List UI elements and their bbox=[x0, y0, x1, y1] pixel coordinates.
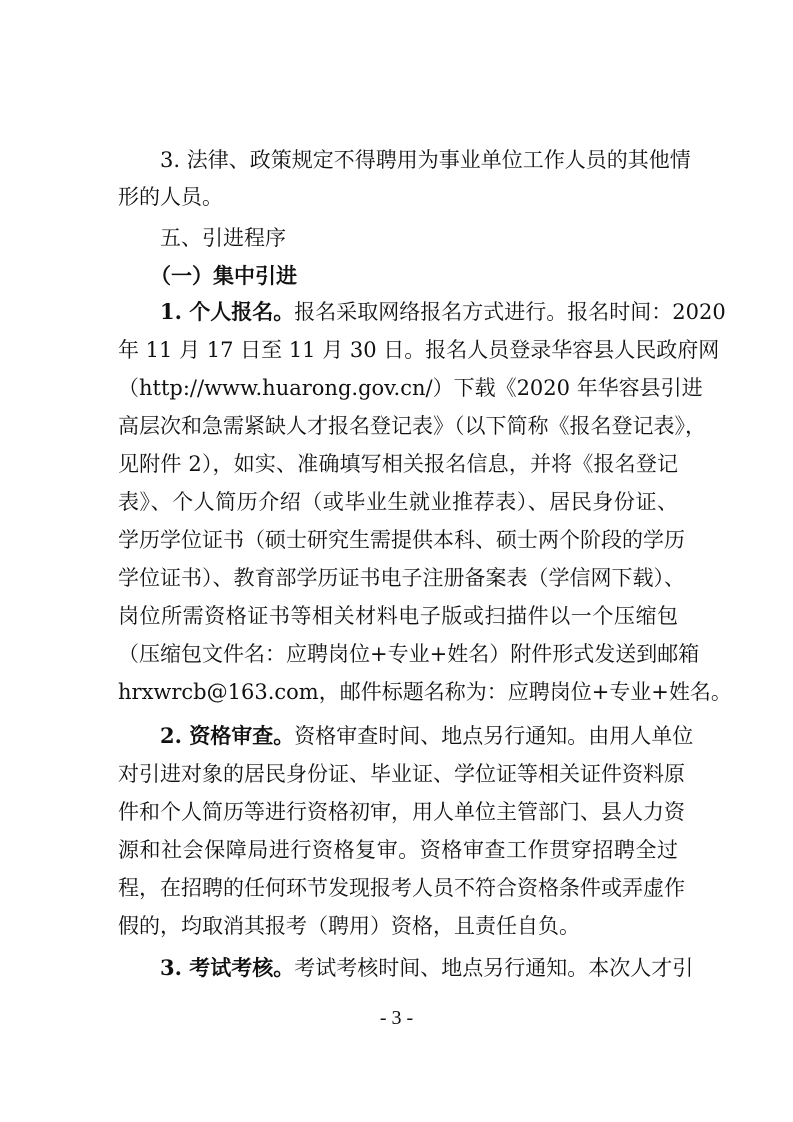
paragraph-line: 岗位所需资格证书等相关材料电子版或扫描件以一个压缩包 bbox=[118, 604, 678, 628]
page-number: - 3 - bbox=[379, 1007, 414, 1029]
paragraph-line: 学位证书）、教育部学历证书电子注册备案表（学信网下载）、 bbox=[118, 566, 685, 590]
paragraph-line bbox=[160, 721, 694, 751]
paragraph-line: 形的人员。 bbox=[118, 185, 223, 209]
section-heading: 五、引进程序 bbox=[160, 226, 286, 250]
paragraph-line: hrxwrcb@163.com，邮件标题名称为：应聘岗位+专业+姓名。 bbox=[118, 680, 732, 704]
paragraph-line: （压缩包文件名：应聘岗位+专业+姓名）附件形式发送到邮箱 bbox=[118, 642, 700, 666]
item-text: 考试考核时间、地点另行通知。本次人才引 bbox=[294, 956, 694, 980]
item-text: 报名采取网络报名方式进行。报名时间：2020 bbox=[294, 300, 726, 324]
item-heading: 1. 个人报名。 bbox=[160, 299, 295, 324]
paragraph-line bbox=[160, 953, 694, 983]
paragraph-line: 件和个人简历等进行资格初审，用人单位主管部门、县人力资 bbox=[118, 800, 685, 824]
item-heading: 2. 资格审查。 bbox=[160, 723, 295, 748]
paragraph-line: 学历学位证书（硕士研究生需提供本科、硕士两个阶段的学历 bbox=[118, 528, 685, 552]
item-heading: 3. 考试考核。 bbox=[160, 955, 295, 980]
paragraph-line: 年 11 月 17 日至 11 月 30 日。报名人员登录华容县人民政府网 bbox=[118, 338, 720, 362]
item-text: 资格审查时间、地点另行通知。由用人单位 bbox=[294, 724, 694, 748]
paragraph-line: 3. 法律、政策规定不得聘用为事业单位工作人员的其他情 bbox=[160, 148, 691, 172]
paragraph-line: 假的，均取消其报考（聘用）资格，且责任自负。 bbox=[118, 914, 580, 938]
paragraph-line: 程，在招聘的任何环节发现报考人员不符合资格条件或弄虚作 bbox=[118, 876, 685, 900]
paragraph-line: 源和社会保障局进行资格复审。资格审查工作贯穿招聘全过 bbox=[118, 838, 678, 862]
subsection-heading: （一）集中引进 bbox=[150, 263, 297, 288]
paragraph-line: 对引进对象的居民身份证、毕业证、学位证等相关证件资料原 bbox=[118, 762, 685, 786]
paragraph-line: （http://www.huarong.gov.cn/）下载《2020 年华容县引进 bbox=[118, 376, 703, 400]
paragraph-line: 表》、个人简历介绍（或毕业生就业推荐表）、居民身份证、 bbox=[118, 490, 678, 514]
paragraph-line: 高层次和急需紧缺人才报名登记表》（以下简称《报名登记表》， bbox=[118, 414, 706, 438]
paragraph-line bbox=[160, 297, 726, 327]
paragraph-line: 见附件 2），如实、准确填写相关报名信息，并将《报名登记 bbox=[118, 452, 678, 476]
